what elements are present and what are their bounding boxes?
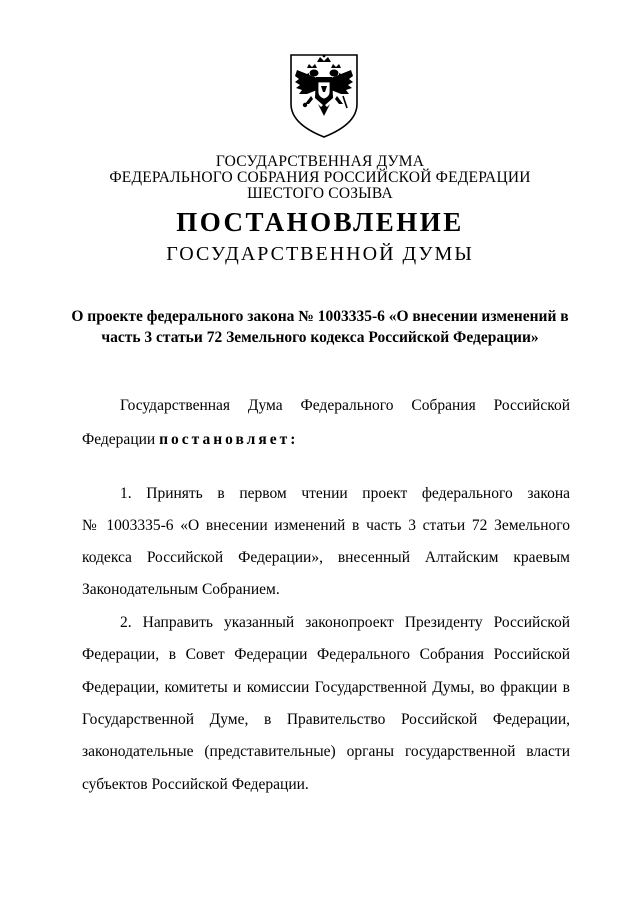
document-subtitle: ГОСУДАРСТВЕННОЙ ДУМЫ [166, 243, 474, 265]
item2-line2: Федерации, в Совет Федерации Федерального Собрания Российской [82, 646, 570, 663]
org-name-line2: ФЕДЕРАЛЬНОГО СОБРАНИЯ РОССИЙСКОЙ ФЕДЕРАЦИИ [109, 169, 531, 186]
org-name-line1: ГОСУДАРСТВЕННАЯ ДУМА [215, 153, 425, 170]
item2-line6: субъектов Российской Федерации. [82, 776, 309, 793]
item1-line3: кодекса Российской Федерации», внесенный Алтайским краевым [82, 549, 570, 566]
item1-line2: № 1003335-6 «О внесении изменений в часть 3 статьи 72 Земельного [82, 517, 570, 534]
item2-line4: Государственной Думе, в Правительство Российской Федерации, [82, 711, 570, 728]
item2-line3: Федерации, комитеты и комиссии Государственной Думы, во фракции в [82, 679, 570, 696]
subject-line1: О проекте федерального закона № 1003335-6 «О внесении изменений в [71, 308, 569, 325]
item1-line4: Законодательным Собранием. [82, 581, 280, 598]
document-subject [60, 306, 580, 348]
coat-of-arms-emblem [287, 52, 361, 140]
convocation-line: ШЕСТОГО СОЗЫВА [247, 185, 393, 202]
item2-line1: 2. Направить указанный законопроект Президенту Российской [120, 614, 570, 631]
item1-line1: 1. Принять в первом чтении проект федерального закона [120, 485, 570, 502]
preamble-prefix: Федерации [82, 431, 156, 448]
subject-line2: часть 3 статьи 72 Земельного кодекса Российской Федерации» [101, 329, 539, 346]
item2-line5: законодательные (представительные) органы государственной власти [82, 743, 570, 760]
preamble-resolves: постановляет: [159, 431, 299, 448]
preamble-line2 [82, 430, 570, 450]
preamble-line1: Государственная Дума Федерального Собрания Российской [120, 397, 570, 414]
document-title: ПОСТАНОВЛЕНИЕ [176, 207, 464, 237]
